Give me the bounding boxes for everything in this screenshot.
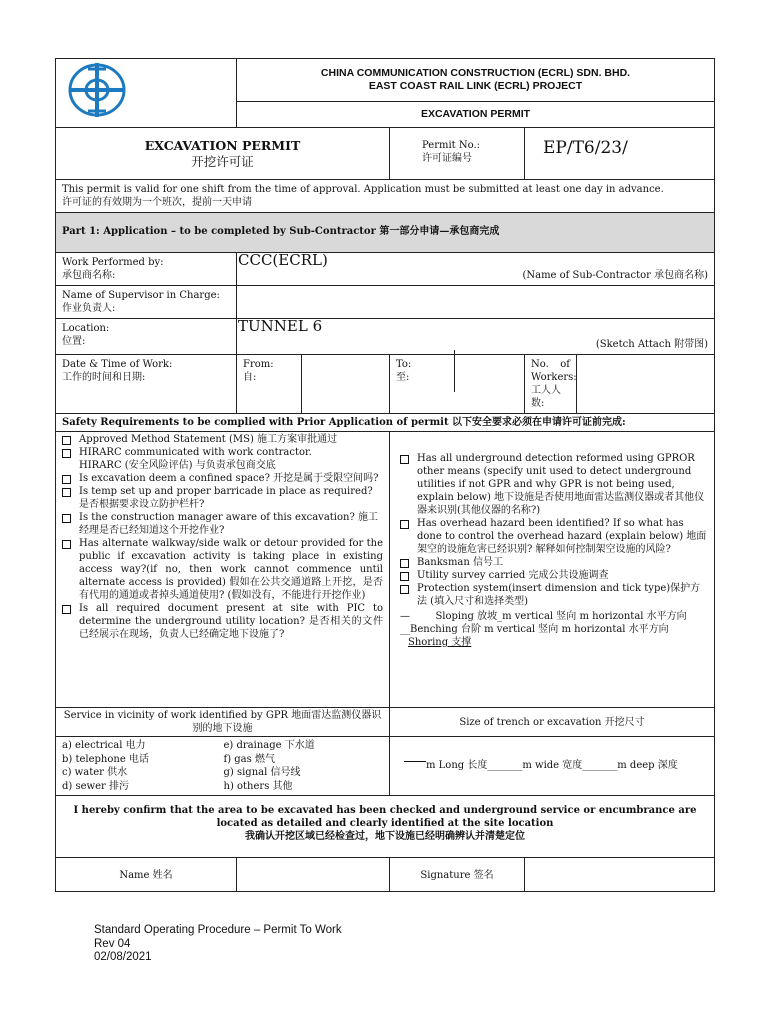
permit-title-en: EXCAVATION PERMIT xyxy=(144,138,301,153)
service-gas[interactable]: f) gas 燃气 xyxy=(223,753,275,765)
workers-label-of: of xyxy=(560,359,570,370)
services-left xyxy=(62,739,223,793)
signature-label: Signature 签名 xyxy=(390,858,525,892)
shoring-label: Shoring 支撑 xyxy=(408,637,472,648)
safety-item-barricade[interactable] xyxy=(62,485,383,511)
footer-date: 02/08/2021 xyxy=(94,951,152,963)
safety-item-gpr[interactable] xyxy=(400,452,708,517)
safety-item-label-cn: HIRARC (安全风险评估) 与负责承包商交底 xyxy=(79,460,276,471)
workers-label xyxy=(525,355,577,414)
service-sewer[interactable]: d) sewer 排污 xyxy=(62,780,129,792)
confirmation-cn: 我确认开挖区域已经检查过，地下设施已经明确辨认并清楚定位 xyxy=(245,831,525,842)
footer xyxy=(94,924,342,965)
permit-no-label-en: Permit No.: xyxy=(422,140,480,151)
permit-no-label-cell xyxy=(390,128,525,180)
to-label-en: To: xyxy=(396,359,412,370)
location-field[interactable] xyxy=(237,319,715,355)
safety-left-list xyxy=(56,432,390,708)
name-label: Name 姓名 xyxy=(56,858,237,892)
location-value: TUNNEL 6 xyxy=(238,317,323,335)
safety-right-list xyxy=(390,432,715,708)
safety-item-label: Banksman 信号工 xyxy=(417,557,504,568)
safety-item-label: Has all underground detection reformed using GPROR other means (specify unit used to detect underground utilities if not GPR and why GPR is not being used, explain below) 地下设施是否使用地面雷达监测仪器或者其他仪器来识别(其他仪器的名称?) xyxy=(417,453,705,516)
checkbox-icon[interactable] xyxy=(400,520,409,529)
name-field[interactable] xyxy=(237,858,390,892)
safety-item-label: Approved Method Statement (MS) 施工方案审批通过 xyxy=(79,434,338,445)
workers-label-cn: 工人人数: xyxy=(531,385,561,409)
validity-en: This permit is valid for one shift from the time of approval. Application must be submitted at least one day in advance. xyxy=(62,184,664,195)
date-label-en: Date & Time of Work: xyxy=(62,359,173,370)
validity-cn: 许可证的有效期为一个班次，提前一天申请 xyxy=(62,197,252,208)
safety-item-label: Protection system(insert dimension and tick type)保护方法 (填入尺寸和选择类型) xyxy=(417,583,701,607)
safety-item-documents[interactable] xyxy=(62,602,383,641)
safety-item-overhead[interactable] xyxy=(400,517,708,556)
checkbox-icon[interactable] xyxy=(62,475,71,484)
benching-label: Benching 台阶 m vertical 竖向 m horizontal 水平方向 xyxy=(410,624,669,635)
safety-item-label: Is the construction manager aware of this excavation? 施工经理是否已经知道这个开挖作业? xyxy=(79,512,379,536)
sloping-label: Sloping 放坡_m vertical 竖向 m horizontal 水平方向 xyxy=(435,611,687,622)
checkbox-icon[interactable] xyxy=(62,514,71,523)
location-label-cn: 位置: xyxy=(62,336,86,347)
checkbox-icon[interactable] xyxy=(62,540,71,549)
services-list xyxy=(56,737,390,796)
service-signal[interactable]: g) signal 信号线 xyxy=(223,767,301,778)
safety-item-label: Is excavation deem a confined space? 开挖是属于受限空间吗? xyxy=(79,473,379,484)
safety-item-banksman[interactable] xyxy=(400,556,708,569)
shoring-line[interactable] xyxy=(400,636,708,649)
safety-item-label: Has alternate walkway/side walk or detour provided for the public if excavation activity is taking place in existing access way?(if no, then work cannot commence until alternate access is provided) 假如在公共交通道路上开挖，是否有代用的通道或者掉头通道使用? (假如没有，不能进行开挖作业) xyxy=(79,538,383,601)
date-time-label xyxy=(56,355,237,414)
service-telephone[interactable]: b) telephone 电话 xyxy=(62,753,149,765)
supervisor-label xyxy=(56,286,237,319)
trench-size-field[interactable] xyxy=(390,737,715,796)
to-label-cell xyxy=(390,355,525,414)
safety-item-label: Utility survey carried 完成公共设施调查 xyxy=(417,570,609,581)
from-label-en: From: xyxy=(243,359,274,370)
workers-field[interactable] xyxy=(577,355,715,414)
safety-item-label: Is temp set up and proper barricade in place as required? 是否根据要求设立防护栏杆? xyxy=(79,486,373,510)
safety-item-hirarc[interactable] xyxy=(62,446,383,472)
safety-item-utility[interactable] xyxy=(400,569,708,582)
location-label xyxy=(56,319,237,355)
logo-cell xyxy=(56,59,237,128)
location-note: (Sketch Attach 附带图) xyxy=(595,339,708,350)
safety-heading: Safety Requirements to be complied with Prior Application of permit 以下安全要求必须在申请许可证前完成: xyxy=(56,414,715,432)
company-logo-icon xyxy=(62,59,132,121)
benching-line[interactable]: __Benching 台阶 m vertical 竖向 m horizontal 水平方向 xyxy=(400,624,669,635)
sloping-line[interactable]: — Sloping 放坡_m vertical 竖向 m horizontal 水平方向 xyxy=(400,611,687,622)
part1-heading: Part 1: Application – to be completed by Sub-Contractor 第一部分申请—承包商完成 xyxy=(56,213,715,253)
workers-label-no: No. xyxy=(531,359,549,370)
permit-no-value-cell[interactable] xyxy=(525,128,715,180)
footer-sop: Standard Operating Procedure – Permit To Work xyxy=(94,924,342,936)
service-electrical[interactable]: a) electrical 电力 xyxy=(62,740,146,751)
confirmation xyxy=(56,796,715,858)
supervisor-field[interactable] xyxy=(237,286,715,319)
company-name: CHINA COMMUNICATION CONSTRUCTION (ECRL) SDN. BHD. xyxy=(320,67,631,79)
footer-rev: Rev 04 xyxy=(94,937,131,950)
work-by-label-cn: 承包商名称: xyxy=(62,270,116,281)
checkbox-icon[interactable] xyxy=(62,449,71,458)
trench-size-heading: Size of trench or excavation 开挖尺寸 xyxy=(390,708,715,737)
from-label xyxy=(237,355,302,414)
project-name: EAST COAST RAIL LINK (ECRL) PROJECT xyxy=(368,80,583,92)
safety-item-manager[interactable] xyxy=(62,511,383,537)
header-titles xyxy=(237,59,715,128)
permit-no-label-cn: 许可证编号 xyxy=(422,153,472,164)
service-drainage[interactable]: e) drainage 下水道 xyxy=(223,740,315,751)
work-by-label xyxy=(56,253,237,286)
safety-item-label: HIRARC communicated with work contractor. xyxy=(79,447,312,458)
checkbox-icon[interactable] xyxy=(400,585,409,594)
work-by-field[interactable] xyxy=(237,253,715,286)
safety-item-ms[interactable] xyxy=(62,433,383,446)
safety-item-label: Is all required document present at site with PIC to determine the underground utility location? 是否相关的文件已经展示在现场，负责人已经确定地下设施了? xyxy=(79,603,383,640)
checkbox-icon[interactable] xyxy=(62,605,71,614)
from-field[interactable] xyxy=(302,355,390,414)
title-cell xyxy=(56,128,390,180)
confirmation-en: I hereby confirm that the area to be excavated has been checked and underground service or encumbrance are located as detailed and clearly identified at the site location xyxy=(73,805,697,829)
permit-no-value: EP/T6/23/ xyxy=(543,138,628,158)
service-others[interactable]: h) others 其他 xyxy=(223,780,293,792)
to-label-cn: 至: xyxy=(396,372,410,383)
supervisor-label-en: Name of Supervisor in Charge: xyxy=(62,290,220,301)
workers-label-en: Workers: xyxy=(531,372,577,383)
validity-note xyxy=(56,180,715,213)
checkbox-icon[interactable] xyxy=(400,572,409,581)
safety-item-label: Has overhead hazard been identified? If so what has done to control the overhead hazard (explain below) 地面架空的设施危害已经识别? 解释如何控制架空设施的风险? xyxy=(417,518,707,555)
safety-item-protection[interactable] xyxy=(400,582,708,608)
trench-dimensions: m Long 长度_______m wide 宽度_______m deep 深度 xyxy=(426,760,678,771)
location-label-en: Location: xyxy=(62,323,110,334)
excavation-permit-form xyxy=(55,58,715,892)
checkbox-icon[interactable] xyxy=(62,488,71,497)
services-heading: Service in vicinity of work identified by GPR 地面雷达监测仪器识别的地下设施 xyxy=(56,708,390,737)
services-right xyxy=(223,739,384,793)
to-field[interactable] xyxy=(454,350,518,392)
checkbox-icon[interactable] xyxy=(400,455,409,464)
form-name: EXCAVATION PERMIT xyxy=(237,101,714,127)
date-label-cn: 工作的时间和日期: xyxy=(62,372,146,383)
checkbox-icon[interactable] xyxy=(400,559,409,568)
work-by-value: CCC(ECRL) xyxy=(238,251,328,269)
service-water[interactable]: c) water 供水 xyxy=(62,767,128,778)
safety-item-confined[interactable] xyxy=(62,472,383,485)
work-by-note: (Name of Sub-Contractor 承包商名称) xyxy=(522,270,708,281)
permit-title-cn: 开挖许可证 xyxy=(191,154,254,169)
from-label-cn: 自: xyxy=(243,372,257,383)
supervisor-label-cn: 作业负责人: xyxy=(62,303,116,314)
safety-item-walkway[interactable] xyxy=(62,537,383,602)
checkbox-icon[interactable] xyxy=(62,436,71,445)
work-by-label-en: Work Performed by: xyxy=(62,257,164,268)
signature-field[interactable] xyxy=(525,858,715,892)
